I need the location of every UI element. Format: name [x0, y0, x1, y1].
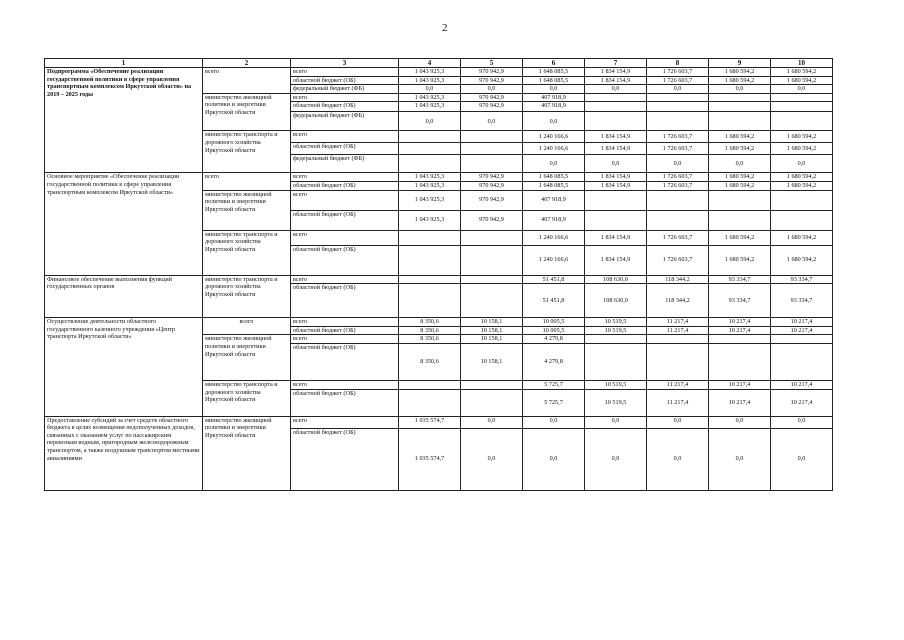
source-cell: областной бюджет (ОБ)	[291, 143, 399, 155]
value-cell: 1 240 166,6	[523, 245, 585, 275]
value-cell: 0,0	[585, 428, 647, 490]
value-cell: 10 158,1	[461, 335, 523, 344]
value-cell: 1 043 925,3	[399, 190, 461, 210]
source-cell: всего	[291, 416, 399, 428]
page-number: 2	[442, 22, 448, 34]
value-cell: 93 334,7	[771, 275, 833, 284]
value-cell: 1 240 166,6	[523, 131, 585, 143]
value-cell: 407 918,9	[523, 190, 585, 210]
value-cell: 0,0	[709, 155, 771, 173]
value-cell: 1 726 603,7	[647, 230, 709, 245]
value-cell: 0,0	[771, 416, 833, 428]
value-cell: 51 451,8	[523, 275, 585, 284]
source-cell: всего	[291, 68, 399, 77]
value-cell: 0,0	[523, 428, 585, 490]
source-cell: областной бюджет (ОБ)	[291, 245, 399, 275]
source-cell: областной бюджет (ОБ)	[291, 76, 399, 85]
table-row	[45, 275, 833, 284]
header-cell: 10	[771, 59, 833, 68]
value-cell: 10 217,4	[771, 326, 833, 335]
value-cell: 10 519,5	[585, 318, 647, 327]
source-cell: областной бюджет (ОБ)	[291, 428, 399, 490]
value-cell: 1 043 925,3	[399, 181, 461, 190]
value-cell: 0,0	[771, 428, 833, 490]
value-cell: 5 725,7	[523, 380, 585, 389]
value-cell: 1 035 574,7	[399, 428, 461, 490]
value-cell: 1 726 603,7	[647, 181, 709, 190]
value-cell: 8 350,6	[399, 326, 461, 335]
header-cell: 3	[291, 59, 399, 68]
value-cell: 970 942,9	[461, 93, 523, 102]
source-cell: областной бюджет (ОБ)	[291, 389, 399, 416]
value-cell: 10 217,4	[709, 326, 771, 335]
source-cell: федеральный бюджет (ФБ)	[291, 155, 399, 173]
activity-title: Предоставление субсидий за счет средств областного бюджета в целях возмещения недополученных доходов, связанных с оказанием услуг по пассажирским перевозкам водным, пригородным железнодорожным транспортом, а также воздушным транспортом местными авиалиниями	[45, 416, 203, 490]
value-cell: 10 519,5	[585, 326, 647, 335]
source-cell: всего	[291, 131, 399, 143]
value-cell: 108 630,0	[585, 284, 647, 318]
source-cell: федеральный бюджет (ФБ)	[291, 85, 399, 94]
source-cell: всего	[291, 230, 399, 245]
value-cell: 970 942,9	[461, 68, 523, 77]
budget-table	[44, 58, 833, 491]
value-cell: 10 519,5	[585, 380, 647, 389]
category-cell: всего	[203, 68, 291, 94]
activity-title: Основное мероприятие «Обеспечение реализации государственной политики в сфере управления транспортным комплексом Иркутской области»	[45, 173, 203, 275]
value-cell: 10 005,5	[523, 318, 585, 327]
value-cell: 1 680 594,2	[709, 173, 771, 182]
value-cell: 1 834 154,9	[585, 76, 647, 85]
value-cell: 1 680 594,2	[771, 245, 833, 275]
value-cell: 51 451,8	[523, 284, 585, 318]
value-cell: 970 942,9	[461, 181, 523, 190]
value-cell: 1 726 603,7	[647, 173, 709, 182]
value-cell: 1 680 594,2	[709, 68, 771, 77]
value-cell: 1 834 154,9	[585, 173, 647, 182]
header-cell: 1	[45, 59, 203, 68]
value-cell: 1 726 603,7	[647, 245, 709, 275]
source-cell: областной бюджет (ОБ)	[291, 210, 399, 230]
value-cell: 1 043 925,3	[399, 93, 461, 102]
value-cell: 1 680 594,2	[709, 76, 771, 85]
value-cell: 10 158,1	[461, 318, 523, 327]
value-cell: 108 630,0	[585, 275, 647, 284]
value-cell: 0,0	[647, 428, 709, 490]
value-cell: 0,0	[523, 85, 585, 94]
table-row	[45, 68, 833, 77]
value-cell: 10 217,4	[771, 389, 833, 416]
value-cell: 1 680 594,2	[709, 143, 771, 155]
value-cell: 1 240 166,6	[523, 230, 585, 245]
category-cell: всего	[203, 318, 291, 335]
value-cell: 4 279,8	[523, 343, 585, 380]
activity-title: Осуществление деятельности областного государственного казенного учреждения «Центр транспорта Иркутской области»	[45, 318, 203, 416]
value-cell: 1 648 085,5	[523, 76, 585, 85]
value-cell: 0,0	[523, 155, 585, 173]
header-cell: 5	[461, 59, 523, 68]
value-cell: 0,0	[709, 416, 771, 428]
value-cell: 11 217,4	[647, 318, 709, 327]
value-cell: 0,0	[771, 155, 833, 173]
source-cell: областной бюджет (ОБ)	[291, 284, 399, 318]
value-cell: 1 680 594,2	[709, 181, 771, 190]
source-cell: федеральный бюджет (ФБ)	[291, 112, 399, 131]
value-cell: 1 726 603,7	[647, 76, 709, 85]
value-cell: 1 726 603,7	[647, 68, 709, 77]
value-cell: 0,0	[585, 85, 647, 94]
value-cell: 10 217,4	[709, 389, 771, 416]
value-cell: 118 344,2	[647, 284, 709, 318]
value-cell: 0,0	[399, 85, 461, 94]
source-cell: всего	[291, 173, 399, 182]
value-cell: 1 680 594,2	[709, 245, 771, 275]
header-cell: 4	[399, 59, 461, 68]
value-cell: 970 942,9	[461, 102, 523, 112]
value-cell: 1 834 154,9	[585, 245, 647, 275]
value-cell: 1 680 594,2	[709, 131, 771, 143]
value-cell: 10 217,4	[771, 318, 833, 327]
value-cell: 1 680 594,2	[771, 230, 833, 245]
value-cell: 1 680 594,2	[771, 131, 833, 143]
value-cell: 0,0	[461, 428, 523, 490]
value-cell: 93 334,7	[709, 275, 771, 284]
value-cell: 1 680 594,2	[709, 230, 771, 245]
value-cell: 1 240 166,6	[523, 143, 585, 155]
header-cell: 8	[647, 59, 709, 68]
value-cell: 1 680 594,2	[771, 76, 833, 85]
value-cell: 970 942,9	[461, 173, 523, 182]
ministry-cell: министерство жилищной политики и энергетики Иркутской области	[203, 190, 291, 230]
source-cell: областной бюджет (ОБ)	[291, 326, 399, 335]
value-cell: 1 834 154,9	[585, 131, 647, 143]
value-cell: 0,0	[585, 416, 647, 428]
value-cell: 0,0	[523, 416, 585, 428]
value-cell: 8 350,6	[399, 318, 461, 327]
value-cell: 407 918,9	[523, 93, 585, 102]
value-cell: 10 217,4	[709, 318, 771, 327]
value-cell: 1 680 594,2	[771, 173, 833, 182]
value-cell: 8 350,6	[399, 343, 461, 380]
ministry-cell: министерство транспорта и дорожного хозяйства Иркутской области	[203, 131, 291, 173]
ministry-cell: министерство жилищной политики и энергетики Иркутской области	[203, 335, 291, 381]
value-cell: 11 217,4	[647, 326, 709, 335]
value-cell: 0,0	[647, 85, 709, 94]
value-cell: 1 043 925,3	[399, 68, 461, 77]
table-header-row	[45, 59, 833, 68]
source-cell: всего	[291, 93, 399, 102]
ministry-cell: министерство транспорта и дорожного хозяйства Иркутской области	[203, 380, 291, 416]
value-cell: 970 942,9	[461, 190, 523, 210]
value-cell: 1 726 603,7	[647, 131, 709, 143]
value-cell: 10 158,1	[461, 343, 523, 380]
source-cell: областной бюджет (ОБ)	[291, 181, 399, 190]
value-cell: 970 942,9	[461, 76, 523, 85]
value-cell: 0,0	[399, 112, 461, 131]
source-cell: всего	[291, 335, 399, 344]
value-cell: 0,0	[709, 85, 771, 94]
value-cell: 1 834 154,9	[585, 230, 647, 245]
value-cell: 11 217,4	[647, 380, 709, 389]
source-cell: всего	[291, 275, 399, 284]
value-cell: 970 942,9	[461, 210, 523, 230]
source-cell: областной бюджет (ОБ)	[291, 343, 399, 380]
source-cell: всего	[291, 380, 399, 389]
value-cell: 1 035 574,7	[399, 416, 461, 428]
value-cell: 1 680 594,2	[771, 68, 833, 77]
table-row	[45, 416, 833, 428]
ministry-cell: министерство транспорта и дорожного хозяйства Иркутской области	[203, 230, 291, 275]
value-cell: 0,0	[461, 85, 523, 94]
value-cell: 407 918,9	[523, 210, 585, 230]
value-cell: 0,0	[461, 112, 523, 131]
value-cell: 5 725,7	[523, 389, 585, 416]
value-cell: 1 043 925,3	[399, 173, 461, 182]
value-cell: 10 519,5	[585, 389, 647, 416]
value-cell: 1 648 085,5	[523, 68, 585, 77]
header-cell: 2	[203, 59, 291, 68]
value-cell: 1 648 085,5	[523, 173, 585, 182]
activity-title: Финансовое обеспечение выполнения функций государственных органов	[45, 275, 203, 318]
ministry-cell: министерство жилищной политики и энергетики Иркутской области	[203, 416, 291, 490]
value-cell: 0,0	[523, 112, 585, 131]
value-cell: 1 680 594,2	[771, 181, 833, 190]
ministry-cell: министерство транспорта и дорожного хозяйства Иркутской области	[203, 275, 291, 318]
value-cell: 0,0	[771, 85, 833, 94]
value-cell: 1 834 154,9	[585, 181, 647, 190]
value-cell: 93 334,7	[771, 284, 833, 318]
source-cell: всего	[291, 318, 399, 327]
value-cell: 1 726 603,7	[647, 143, 709, 155]
value-cell: 0,0	[585, 155, 647, 173]
value-cell: 0,0	[647, 155, 709, 173]
header-cell: 6	[523, 59, 585, 68]
value-cell: 93 334,7	[709, 284, 771, 318]
value-cell: 10 217,4	[709, 380, 771, 389]
subprogram-title: Подпрограмма «Обеспечение реализации государственной политики в сфере управления транспортным комплексом Иркутской области» на 2019 – 2025 годы	[45, 68, 203, 173]
value-cell: 1 680 594,2	[771, 143, 833, 155]
value-cell: 1 043 925,3	[399, 102, 461, 112]
value-cell: 0,0	[461, 416, 523, 428]
value-cell: 0,0	[709, 428, 771, 490]
value-cell: 11 217,4	[647, 389, 709, 416]
value-cell: 4 279,8	[523, 335, 585, 344]
source-cell: областной бюджет (ОБ)	[291, 102, 399, 112]
value-cell: 407 918,9	[523, 102, 585, 112]
header-cell: 7	[585, 59, 647, 68]
value-cell: 0,0	[647, 416, 709, 428]
value-cell: 1 043 925,3	[399, 76, 461, 85]
table-row	[45, 318, 833, 327]
value-cell: 10 005,5	[523, 326, 585, 335]
value-cell: 10 158,1	[461, 326, 523, 335]
source-cell: всего	[291, 190, 399, 210]
value-cell: 8 350,6	[399, 335, 461, 344]
ministry-cell: министерство жилищной политики и энергетики Иркутской области	[203, 93, 291, 131]
table-row	[45, 173, 833, 182]
value-cell: 1 648 085,5	[523, 181, 585, 190]
category-cell: всего	[203, 173, 291, 190]
header-cell: 9	[709, 59, 771, 68]
value-cell: 1 043 925,3	[399, 210, 461, 230]
value-cell: 1 834 154,9	[585, 143, 647, 155]
value-cell: 10 217,4	[771, 380, 833, 389]
value-cell: 118 344,2	[647, 275, 709, 284]
value-cell: 1 834 154,9	[585, 68, 647, 77]
